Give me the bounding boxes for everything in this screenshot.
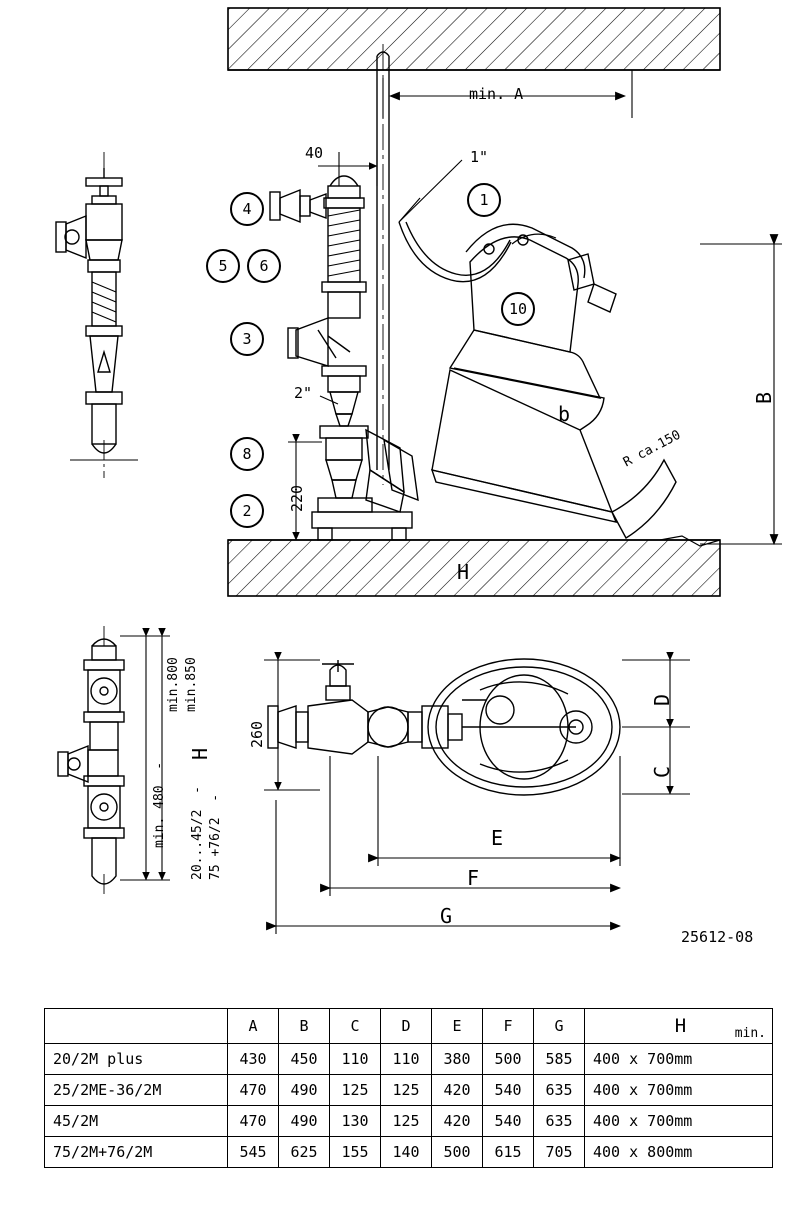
cell-c: 125 — [330, 1075, 381, 1106]
label-min480: min. 480 - — [152, 761, 167, 848]
balloon-3: 3 — [230, 322, 264, 356]
dim-40 — [318, 150, 377, 186]
label-min850: min.850 — [184, 657, 199, 712]
label-2-inch: 2" — [294, 384, 313, 402]
header-d: D — [381, 1009, 432, 1044]
cell-h: 400 x 700mm — [585, 1075, 773, 1106]
header-f: F — [483, 1009, 534, 1044]
cell-b: 450 — [279, 1044, 330, 1075]
cell-f: 500 — [483, 1044, 534, 1075]
pump-assembly — [432, 224, 676, 538]
ceiling-slab — [228, 8, 720, 70]
label-floor-H: H — [457, 560, 470, 584]
cell-g: 635 — [534, 1075, 585, 1106]
cell-c: 110 — [330, 1044, 381, 1075]
balloon-2: 2 — [230, 494, 264, 528]
cell-f: 615 — [483, 1137, 534, 1168]
cell-a: 430 — [228, 1044, 279, 1075]
cell-e: 420 — [432, 1106, 483, 1137]
cell-g: 585 — [534, 1044, 585, 1075]
left-elevation-top — [56, 152, 138, 478]
cell-e: 420 — [432, 1075, 483, 1106]
label-min-a: min. A — [469, 85, 524, 103]
cell-d: 140 — [381, 1137, 432, 1168]
balloon-8: 8 — [230, 437, 264, 471]
label-1-inch: 1" — [470, 148, 489, 166]
cell-d: 110 — [381, 1044, 432, 1075]
cell-model: 75/2M+76/2M — [45, 1137, 228, 1168]
flexible-hose — [399, 222, 511, 282]
cell-model: 20/2M plus — [45, 1044, 228, 1075]
header-b: B — [279, 1009, 330, 1044]
cell-a: 470 — [228, 1106, 279, 1137]
header-model — [45, 1009, 228, 1044]
leader-2inch — [320, 396, 338, 404]
table-row — [45, 1137, 773, 1168]
label-40: 40 — [305, 144, 324, 162]
table-header-row — [45, 1009, 773, 1044]
cell-f: 540 — [483, 1106, 534, 1137]
cell-b: 490 — [279, 1075, 330, 1106]
left-elevation-bottom — [58, 626, 124, 896]
label-min800: min.800 — [166, 657, 181, 712]
balloon-5: 5 — [206, 249, 240, 283]
drawing-number: 25612-08 — [681, 928, 754, 946]
label-F: F — [467, 866, 480, 890]
cell-h: 400 x 700mm — [585, 1044, 773, 1075]
cell-b: 490 — [279, 1106, 330, 1137]
strainer-foot — [366, 430, 418, 512]
label-D: D — [650, 693, 674, 706]
cell-d: 125 — [381, 1106, 432, 1137]
header-h-letter: H — [674, 1015, 687, 1037]
label-260: 260 — [248, 720, 266, 748]
label-left-H: H — [188, 747, 212, 760]
label-220: 220 — [288, 484, 306, 512]
cell-h: 400 x 700mm — [585, 1106, 773, 1137]
cell-f: 540 — [483, 1075, 534, 1106]
label-G: G — [440, 904, 453, 928]
header-a: A — [228, 1009, 279, 1044]
cell-c: 155 — [330, 1137, 381, 1168]
header-c: C — [330, 1009, 381, 1044]
label-series-a: 20...45/2 - — [190, 786, 205, 880]
balloon-1: 1 — [467, 183, 501, 217]
dim-260 — [264, 660, 320, 790]
balloon-4: 4 — [230, 192, 264, 226]
header-h — [585, 1009, 773, 1044]
header-g: G — [534, 1009, 585, 1044]
cell-a: 545 — [228, 1137, 279, 1168]
table-row — [45, 1044, 773, 1075]
cell-c: 130 — [330, 1106, 381, 1137]
balloon-6: 6 — [247, 249, 281, 283]
balloon-10: 10 — [501, 292, 535, 326]
dimensions-table — [44, 1008, 773, 1168]
header-h-min: min. — [734, 1026, 766, 1041]
label-E: E — [491, 826, 504, 850]
header-e: E — [432, 1009, 483, 1044]
cell-g: 635 — [534, 1106, 585, 1137]
cell-h: 400 x 800mm — [585, 1137, 773, 1168]
cell-d: 125 — [381, 1075, 432, 1106]
cell-g: 705 — [534, 1137, 585, 1168]
cell-e: 380 — [432, 1044, 483, 1075]
plan-view — [268, 659, 620, 795]
table-row — [45, 1075, 773, 1106]
gate-valve-item4 — [270, 190, 326, 222]
cell-b: 625 — [279, 1137, 330, 1168]
cell-model: 25/2ME-36/2M — [45, 1075, 228, 1106]
label-C: C — [650, 765, 674, 778]
table-row — [45, 1106, 773, 1137]
floor-slab — [228, 536, 720, 596]
cell-e: 500 — [432, 1137, 483, 1168]
cell-a: 470 — [228, 1075, 279, 1106]
cell-model: 45/2M — [45, 1106, 228, 1137]
leader-1inch — [399, 160, 462, 222]
label-B: B — [752, 391, 776, 404]
label-series-b: 75 +76/2 - — [208, 793, 223, 880]
label-pump-b: b — [558, 402, 571, 426]
label-radius: R ca.150 — [621, 427, 684, 471]
